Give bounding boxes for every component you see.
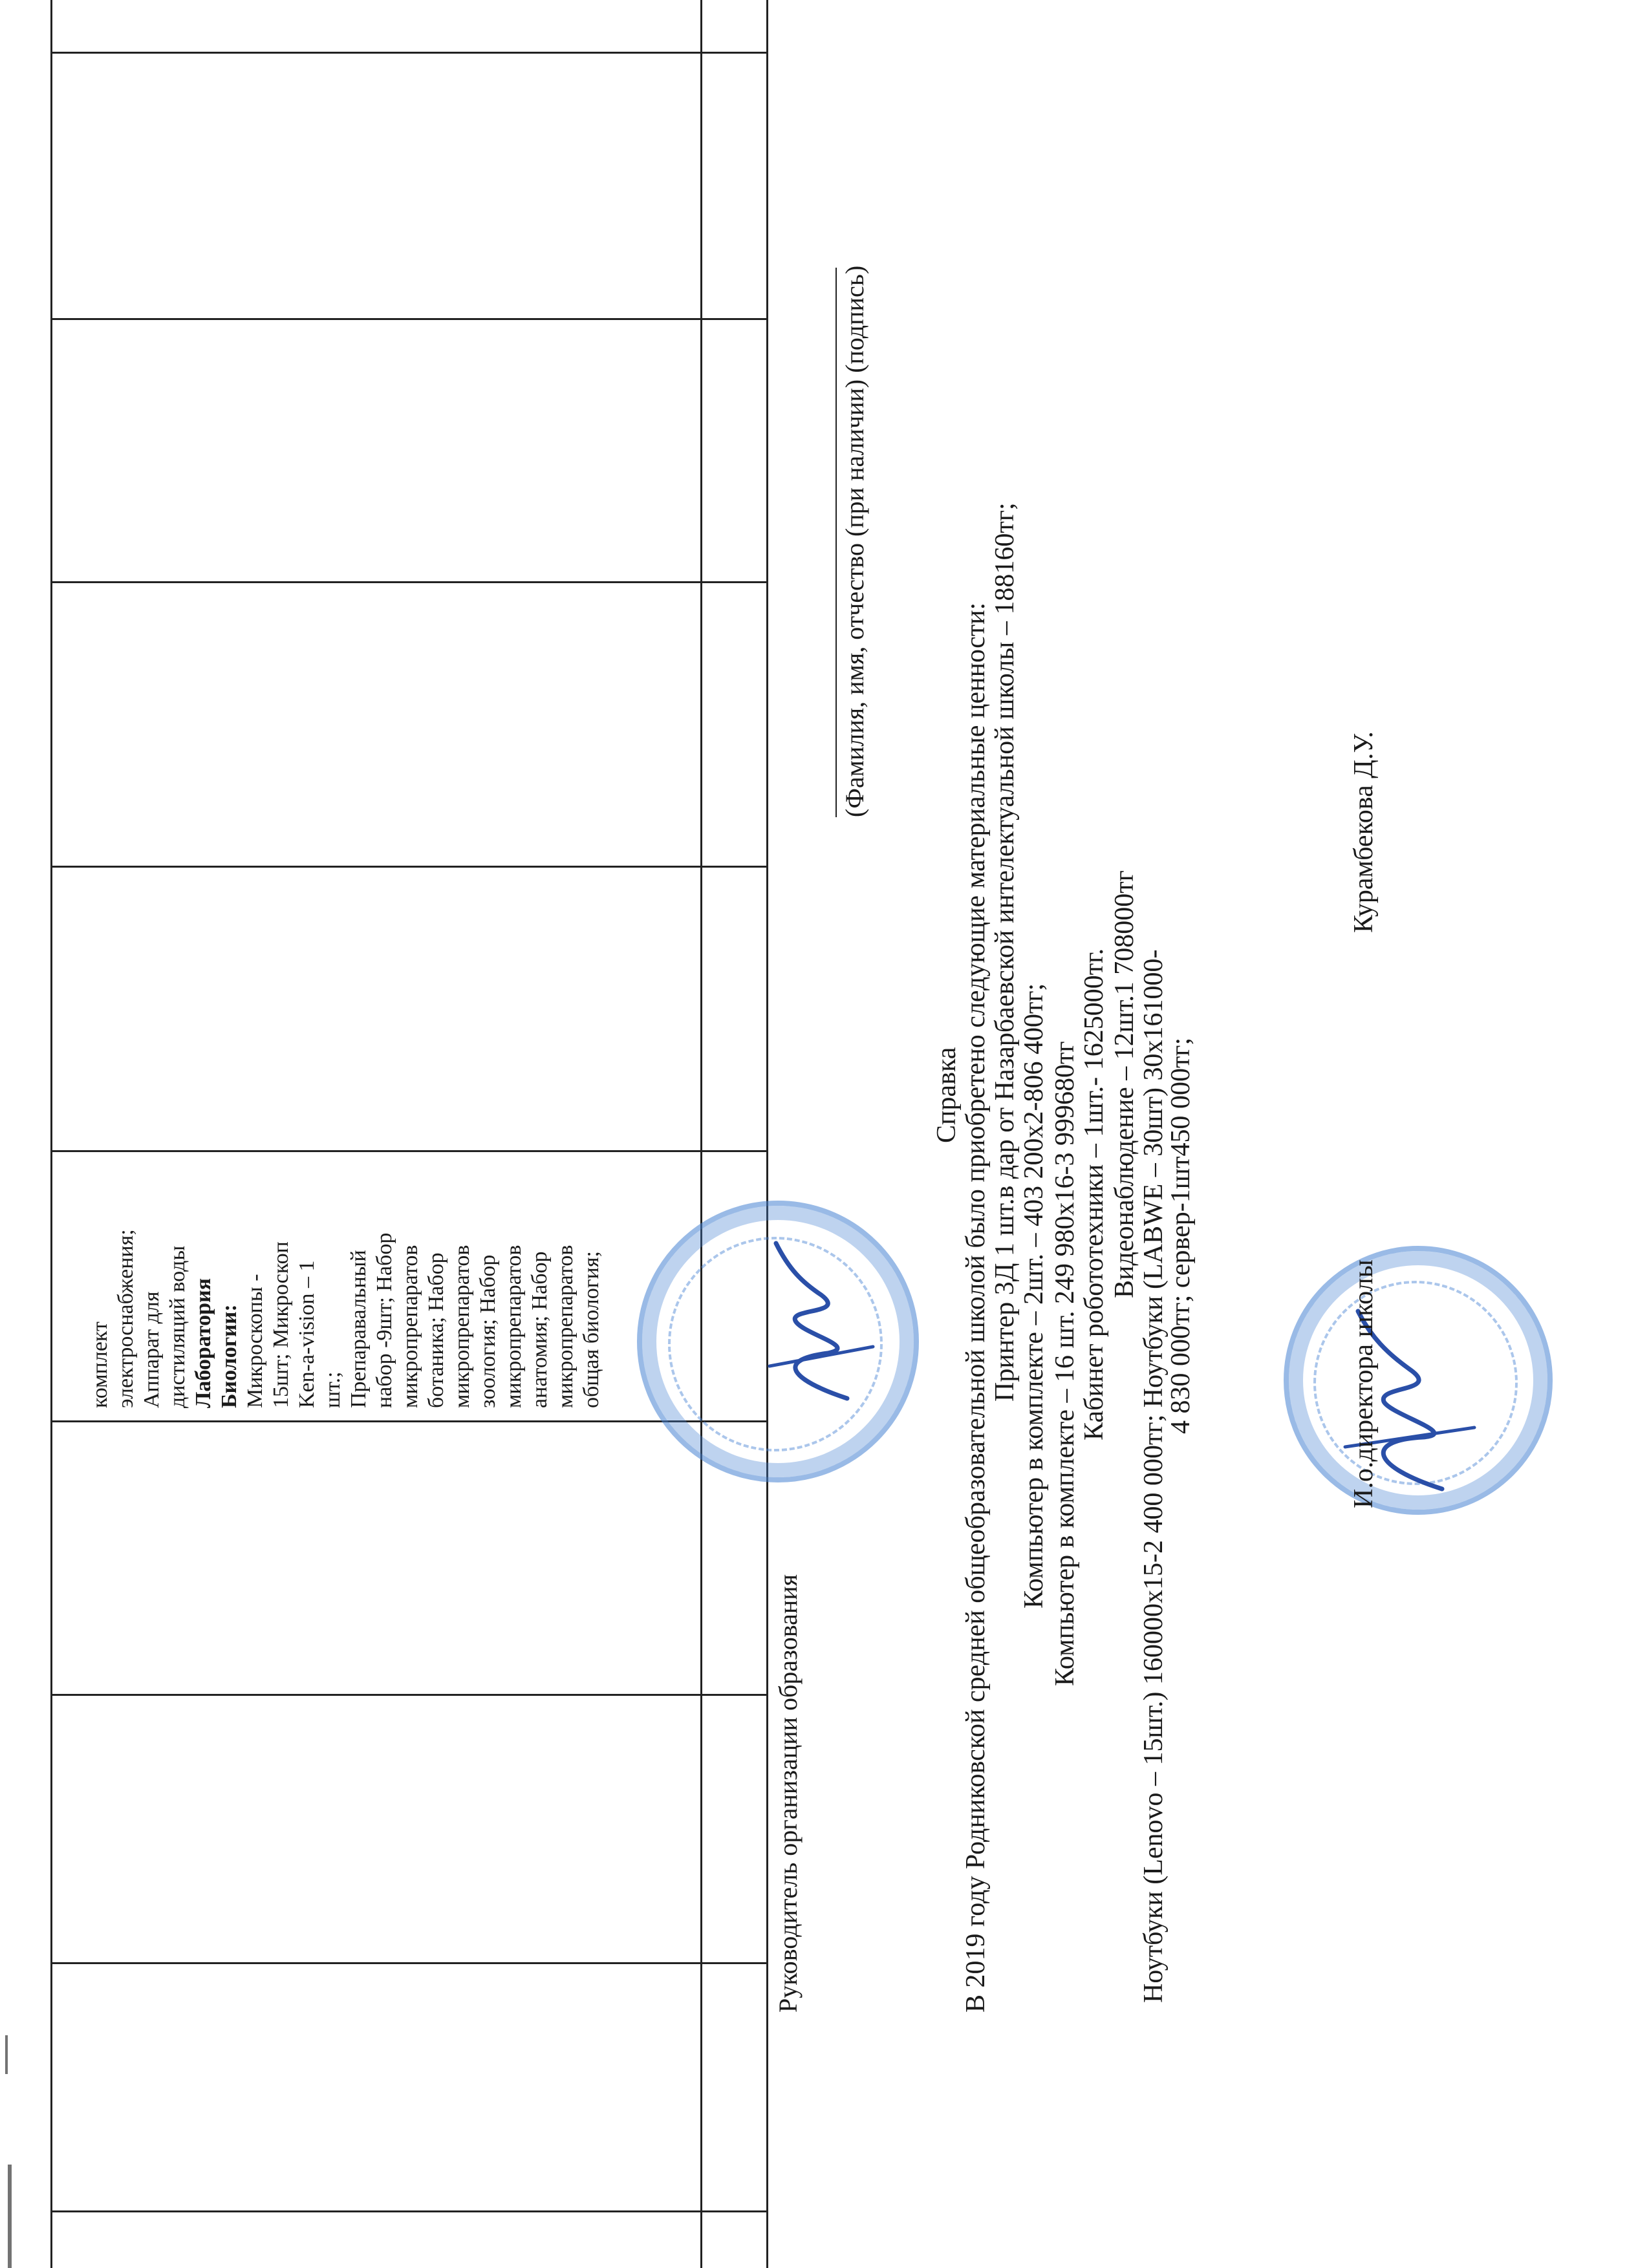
cell-line: комплект	[88, 1321, 112, 1408]
scan-edge-mark	[5, 2035, 8, 2074]
signature-hint: (Фамилия, имя, отчество (при наличии) (подпись)	[840, 265, 869, 817]
certificate-title: Справка	[932, 1047, 962, 1143]
cell-line: дистиляций воды	[166, 1245, 189, 1408]
scan-edge-mark	[8, 2165, 12, 2268]
cell-line: 15шт; Микроскоп	[269, 1241, 293, 1408]
cell-line: набор -9шт; Набор	[372, 1232, 396, 1408]
table-col-divider	[50, 2210, 766, 2212]
certificate-intro: В 2019 году Родниковской средней общеобразовательной школой было приобретено следующие материальные ценности:	[961, 602, 991, 2013]
cell-line: микропрепаратов	[554, 1245, 577, 1408]
table-col-divider	[50, 581, 766, 583]
cell-line: зоология; Набор	[476, 1254, 500, 1408]
cell-line: Аппарат для	[140, 1291, 164, 1408]
table-cell-equipment	[87, 1156, 605, 1408]
table-col-divider	[50, 1150, 766, 1152]
cell-line: Препаравальный	[347, 1250, 371, 1408]
director-role: И.о.директора школы	[1349, 1259, 1379, 1508]
certificate-item: Ноутбуки (Lenovo – 15шт.) 160000х15-2 400 000тг; Ноутбуки (LABWE – 30шт) 30х161000-	[1139, 949, 1169, 2003]
table-col-divider	[50, 1420, 766, 1422]
cell-line: микропрепаратов	[398, 1245, 422, 1408]
table-col-divider	[50, 318, 766, 320]
certificate-item: Компьютер в комплекте – 16 шт. 249 980х16-3 999680тг	[1050, 1041, 1080, 1686]
cell-line: микропрепаратов	[450, 1245, 474, 1408]
cell-line: ботаника; Набор	[424, 1252, 448, 1408]
cell-line: Ken-a-vision – 1	[295, 1260, 319, 1408]
signature-line	[835, 268, 837, 817]
signature-left-icon	[750, 1237, 879, 1405]
table-border-bottom	[766, 0, 768, 2268]
table-col-divider	[50, 1962, 766, 1964]
cell-line: шт.;	[321, 1371, 345, 1408]
certificate-item: Видеонаблюдение – 12шт.1 708000тг	[1110, 870, 1139, 1298]
cell-line: микропрепаратов	[502, 1245, 526, 1408]
cell-line: Микроскопы -	[243, 1274, 267, 1408]
certificate-item: Принтер 3Д 1 шт.в дар от Назарбаевской интелектуальной школы – 188160тг;	[990, 502, 1020, 1402]
table-col-divider	[50, 1694, 766, 1696]
cell-line: анатомия; Набор	[528, 1251, 552, 1408]
table-border-mid	[700, 0, 702, 2268]
director-name: Курамбекова Д.У.	[1349, 731, 1379, 933]
cell-line: электроснабжения;	[114, 1229, 138, 1408]
cell-line: Биологии:	[217, 1304, 241, 1408]
certificate-item: Компьютер в комплекте – 2шт. – 403 200х2-806 400тг;	[1019, 983, 1049, 1609]
table-col-divider	[50, 866, 766, 868]
certificate-item: Кабинет робототехники – 1шт.- 1625000тг.	[1079, 948, 1109, 1440]
inventory-table	[0, 0, 770, 2268]
certificate-item: 4 830 000тг; сервер-1шт450 000тг;	[1166, 1037, 1196, 1434]
cell-line: Лаборатория	[191, 1278, 215, 1408]
table-col-divider	[50, 52, 766, 54]
cell-line: общая биология;	[579, 1251, 603, 1408]
table-border-top	[50, 0, 52, 2268]
head-of-organization-label: Руководитель организации образования	[773, 1574, 803, 2013]
